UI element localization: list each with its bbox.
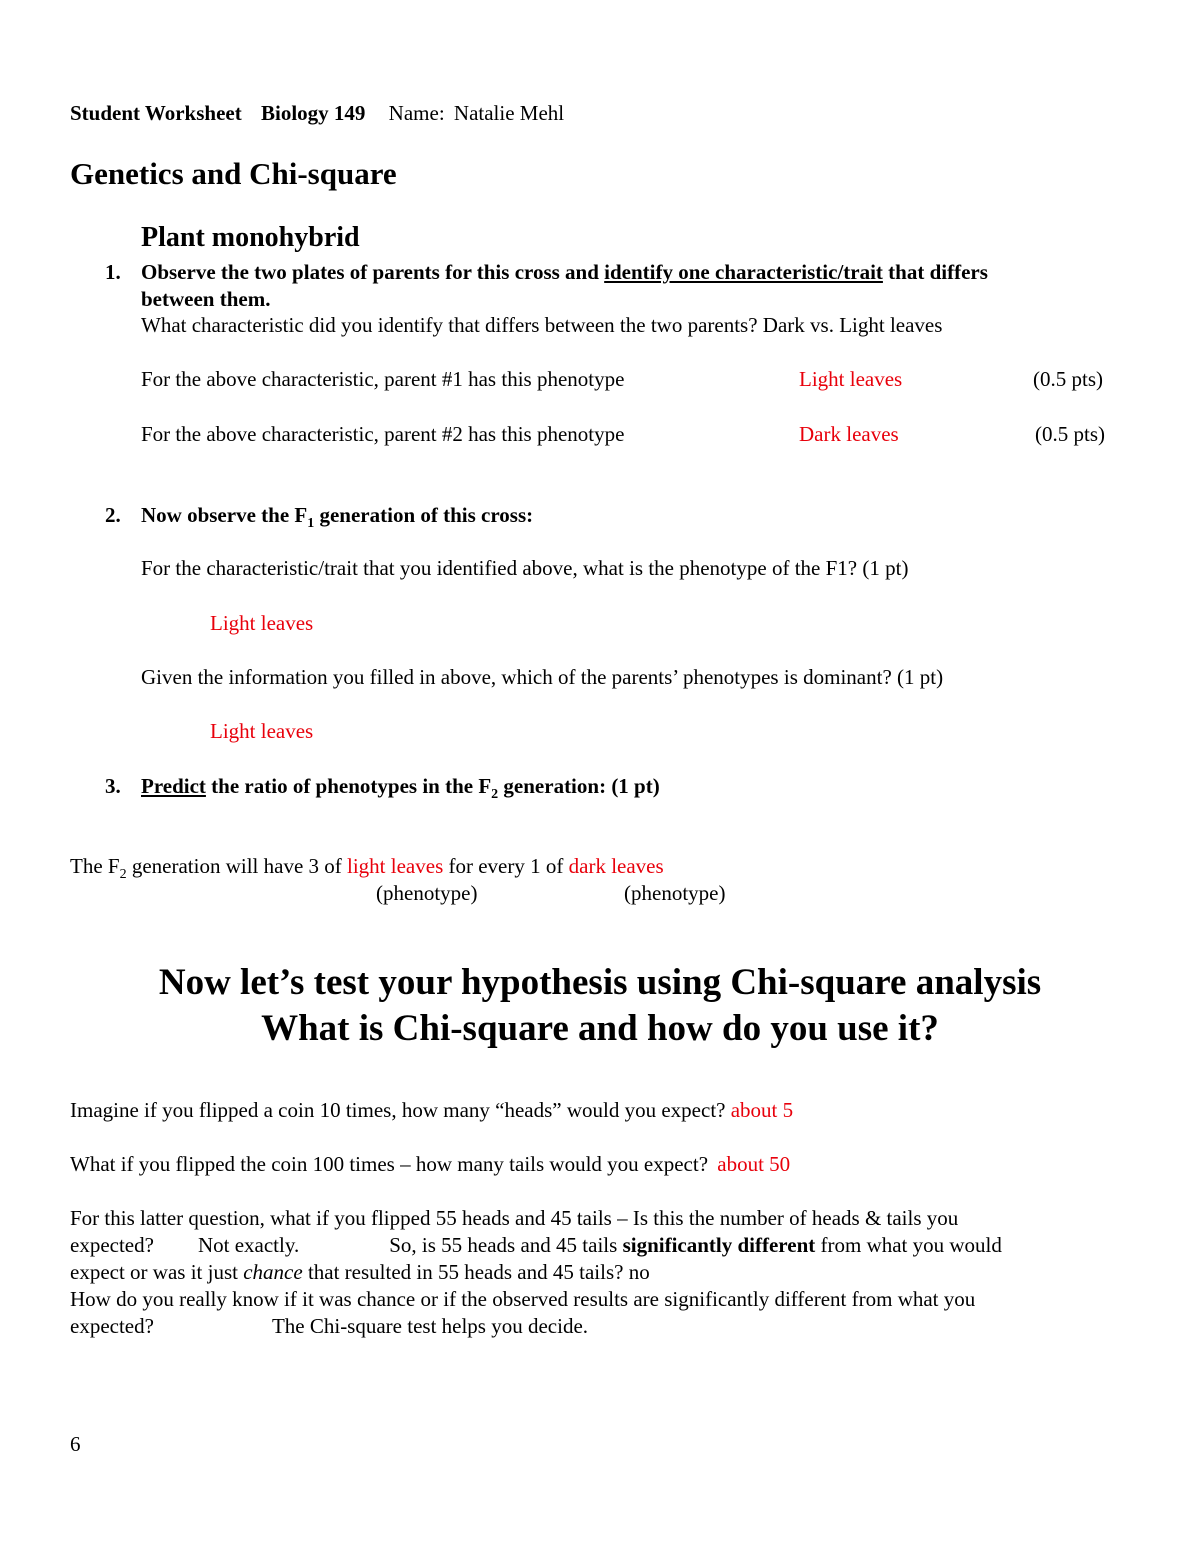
ratio-caption-2: (phenotype) bbox=[624, 881, 726, 905]
know-line-1: How do you really know if it was chance or if the observed results are significantly different from what you bbox=[70, 1287, 976, 1311]
know-line-2 bbox=[70, 1313, 588, 1339]
q3-prompt-text-2: generation: (1 pt) bbox=[498, 774, 660, 798]
q1-prompt-line2: between them. bbox=[141, 287, 271, 311]
coin10-line bbox=[70, 1097, 793, 1123]
q1-question: What characteristic did you identify that differs between the two parents? Dark vs. Light leaves bbox=[141, 313, 943, 337]
q2-number: 2. bbox=[105, 503, 121, 527]
q3-number: 3. bbox=[105, 774, 121, 798]
q3-prompt-underlined: Predict bbox=[141, 774, 206, 798]
q3-prompt-text: the ratio of phenotypes in the F bbox=[205, 774, 492, 798]
q2-prompt-subscript: 1 bbox=[307, 516, 315, 531]
latter-bold: significantly different bbox=[622, 1233, 816, 1257]
latter-answer: Not exactly. bbox=[197, 1233, 300, 1257]
q2-prompt-text: Now observe the F bbox=[141, 503, 308, 527]
q2-question2: Given the information you filled in above, which of the parents’ phenotypes is dominant? (1 pt) bbox=[141, 665, 944, 689]
latter-line-3 bbox=[70, 1259, 650, 1285]
latter-line-2 bbox=[70, 1232, 1002, 1258]
ratio-sentence bbox=[70, 853, 664, 883]
q3-prompt bbox=[105, 773, 660, 803]
q1-parent2-answer: Dark leaves bbox=[799, 422, 899, 446]
q3-prompt-subscript: 2 bbox=[491, 787, 499, 802]
q1-prompt-text-2: that differs bbox=[882, 260, 988, 284]
q2-prompt bbox=[105, 502, 533, 532]
name-value: Natalie Mehl bbox=[453, 101, 565, 125]
q1-prompt bbox=[105, 259, 988, 285]
ratio-subscript: 2 bbox=[119, 867, 127, 882]
coin10-question: Imagine if you flipped a coin 10 times, how many “heads” would you expect? bbox=[70, 1098, 726, 1122]
q1-parent2-label: For the above characteristic, parent #2 has this phenotype bbox=[141, 422, 625, 446]
ratio-answer-2: dark leaves bbox=[568, 854, 664, 878]
q1-prompt-underlined: identify one characteristic/trait bbox=[604, 260, 883, 284]
name-label: Name: bbox=[388, 101, 445, 125]
ratio-text-3: for every 1 of bbox=[443, 854, 569, 878]
latter-text-3: expect or was it just bbox=[70, 1260, 244, 1284]
worksheet-label: Student Worksheet bbox=[70, 101, 242, 125]
latter-line-1: For this latter question, what if you flipped 55 heads and 45 tails – Is this the number of heads & tails you bbox=[70, 1206, 959, 1230]
course-label: Biology 149 bbox=[260, 101, 366, 125]
page-number: 6 bbox=[70, 1432, 81, 1456]
ratio-answer-1: light leaves bbox=[347, 854, 444, 878]
chi-heading-2: What is Chi-square and how do you use it? bbox=[261, 1008, 939, 1049]
latter-expected: expected? bbox=[70, 1233, 154, 1257]
q1-number: 1. bbox=[105, 260, 121, 284]
ratio-caption-1: (phenotype) bbox=[376, 881, 478, 905]
worksheet-header bbox=[70, 100, 564, 126]
ratio-text-1: The F bbox=[70, 854, 120, 878]
q2-answer1: Light leaves bbox=[210, 611, 314, 635]
q2-prompt-text-2: generation of this cross: bbox=[314, 503, 534, 527]
chi-heading-1: Now let’s test your hypothesis using Chi-square analysis bbox=[158, 962, 1042, 1003]
q1-parent1-label: For the above characteristic, parent #1 has this phenotype bbox=[141, 367, 625, 391]
q1-parent1-points: (0.5 pts) bbox=[1033, 367, 1103, 391]
coin100-question: What if you flipped the coin 100 times – how many tails would you expect? bbox=[70, 1152, 709, 1176]
coin100-line bbox=[70, 1151, 790, 1177]
q2-answer2: Light leaves bbox=[210, 719, 314, 743]
latter-text-4: that resulted in 55 heads and 45 tails? no bbox=[302, 1260, 650, 1284]
coin100-answer: about 50 bbox=[717, 1152, 791, 1176]
q1-parent2-points: (0.5 pts) bbox=[1035, 422, 1105, 446]
coin10-answer: about 5 bbox=[730, 1098, 794, 1122]
page-title: Genetics and Chi-square bbox=[70, 156, 397, 191]
latter-text: So, is 55 heads and 45 tails bbox=[389, 1233, 623, 1257]
q2-question1: For the characteristic/trait that you identified above, what is the phenotype of the F1? (1 pt) bbox=[141, 556, 909, 580]
section-title: Plant monohybrid bbox=[141, 222, 360, 253]
q1-parent1-answer: Light leaves bbox=[799, 367, 903, 391]
know-expected: expected? bbox=[70, 1314, 154, 1338]
latter-italic: chance bbox=[243, 1260, 303, 1284]
ratio-text-2: generation will have 3 of bbox=[126, 854, 348, 878]
know-answer: The Chi-square test helps you decide. bbox=[271, 1314, 589, 1338]
q1-prompt-text: Observe the two plates of parents for this cross and bbox=[141, 260, 605, 284]
latter-text-2: from what you would bbox=[815, 1233, 1002, 1257]
